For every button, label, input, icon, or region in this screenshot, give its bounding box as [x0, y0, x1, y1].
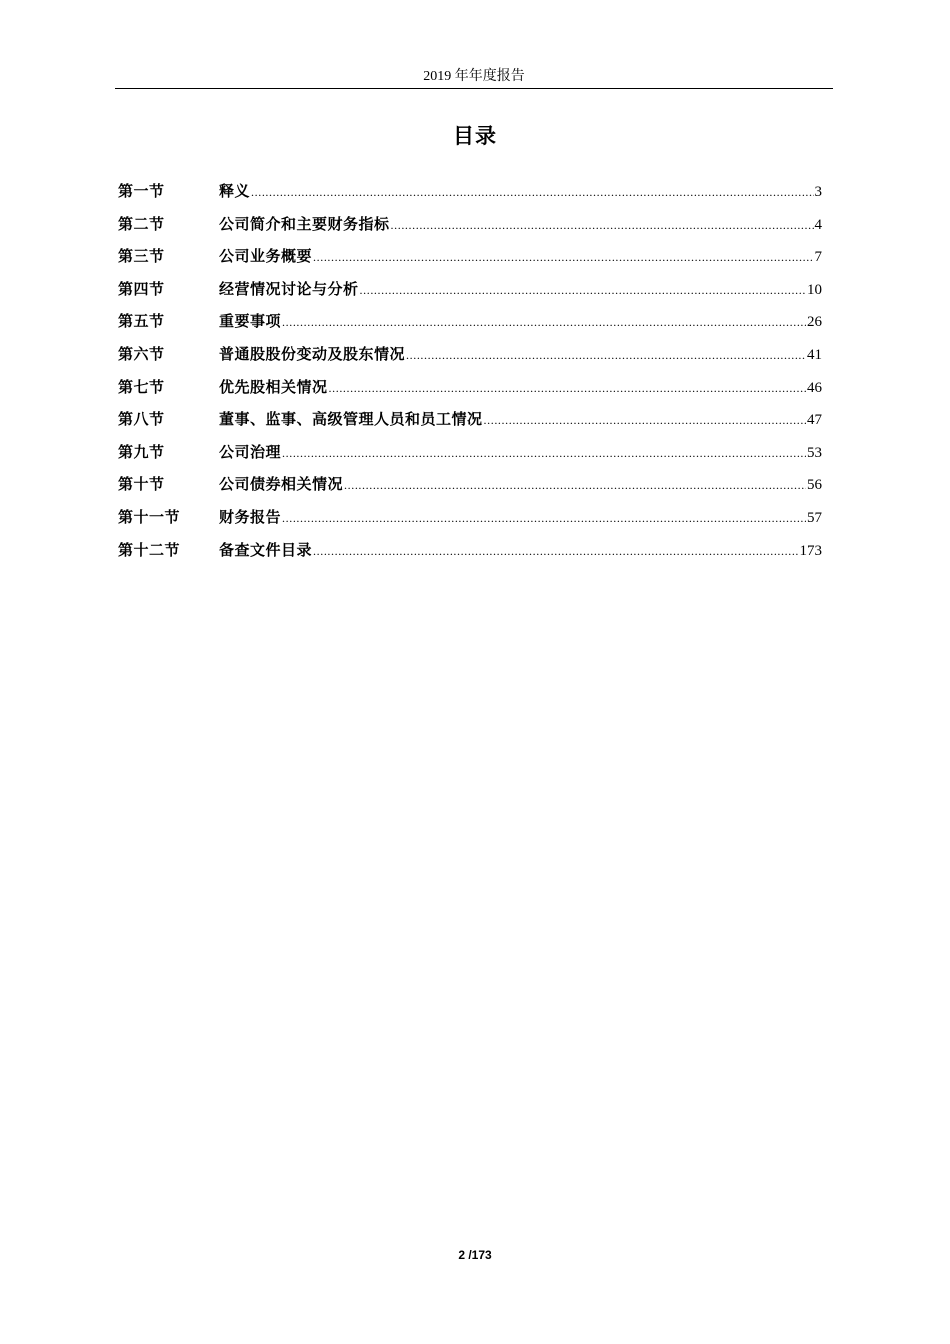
toc-section-number: 第一节 [118, 182, 165, 200]
toc-leader-dots [329, 375, 806, 401]
toc-entry-7[interactable] [118, 374, 822, 407]
toc-page-number: 56 [807, 477, 822, 494]
toc-page-number: 3 [814, 184, 822, 200]
toc-page-number: 7 [814, 249, 822, 266]
toc-entry-3[interactable] [118, 243, 822, 276]
toc-page-number: 57 [807, 509, 822, 526]
toc-page-number: 46 [807, 379, 822, 396]
toc-leader-dots [282, 440, 806, 466]
toc-section-title: 公司治理 [219, 442, 282, 461]
toc-section-title: 财务报告 [219, 507, 282, 526]
toc-entry-4[interactable] [118, 276, 822, 309]
toc-leader-dots [391, 212, 814, 238]
page-header [115, 66, 833, 89]
page-title: 目录 [453, 124, 497, 148]
toc-section-number: 第八节 [118, 410, 165, 429]
toc-section-title: 备查文件目录 [219, 540, 313, 559]
toc-section-number: 第七节 [118, 377, 165, 396]
toc-leader-dots [251, 179, 813, 205]
toc-leader-dots [406, 342, 806, 368]
report-title: 2019 年年度报告 [423, 69, 525, 84]
toc-page-number: 47 [807, 412, 822, 429]
toc-section-number: 第六节 [118, 344, 165, 363]
toc-section-number: 第九节 [118, 442, 165, 461]
toc-leader-dots [313, 538, 798, 564]
toc-section-title: 经营情况讨论与分析 [219, 279, 359, 298]
toc-entry-9[interactable] [118, 439, 822, 472]
toc-section-title: 重要事项 [219, 312, 282, 331]
toc-leader-dots [282, 505, 806, 531]
toc-leader-dots [313, 244, 813, 270]
toc-page-number: 53 [807, 444, 822, 461]
toc-section-title: 释义 [219, 182, 251, 200]
toc-leader-dots [360, 277, 806, 303]
toc-leader-dots [484, 407, 806, 433]
toc-leader-dots [344, 472, 806, 498]
toc-section-title: 公司简介和主要财务指标 [219, 214, 390, 233]
toc-section-title: 普通股股份变动及股东情况 [219, 344, 406, 363]
page-footer [0, 1246, 950, 1264]
toc-page-number: 173 [799, 542, 822, 559]
toc-entry-12[interactable] [118, 537, 822, 570]
toc-entry-1[interactable] [118, 178, 822, 211]
toc-section-title: 公司业务概要 [219, 247, 313, 266]
toc-entry-8[interactable] [118, 406, 822, 439]
toc-section-number: 第十二节 [118, 540, 181, 559]
toc-page-number: 41 [807, 346, 822, 363]
toc-section-number: 第十一节 [118, 507, 181, 526]
toc-section-number: 第三节 [118, 247, 165, 266]
toc-entry-10[interactable] [118, 471, 822, 504]
toc-page-number: 26 [807, 314, 822, 331]
toc-leader-dots [282, 309, 806, 335]
toc-section-number: 第四节 [118, 279, 165, 298]
table-of-contents [118, 178, 822, 569]
toc-entry-2[interactable] [118, 211, 822, 244]
toc-page-number: 4 [814, 216, 822, 233]
toc-section-number: 第二节 [118, 214, 165, 233]
page-number-indicator: 2 /173 [458, 1248, 492, 1262]
toc-entry-11[interactable] [118, 504, 822, 537]
toc-section-title: 优先股相关情况 [219, 377, 328, 396]
toc-entry-5[interactable] [118, 308, 822, 341]
toc-section-title: 董事、监事、高级管理人员和员工情况 [219, 410, 483, 429]
toc-section-number: 第十节 [118, 475, 165, 494]
toc-section-number: 第五节 [118, 312, 165, 331]
toc-page-number: 10 [807, 281, 822, 298]
toc-entry-6[interactable] [118, 341, 822, 374]
toc-section-title: 公司债券相关情况 [219, 475, 344, 494]
